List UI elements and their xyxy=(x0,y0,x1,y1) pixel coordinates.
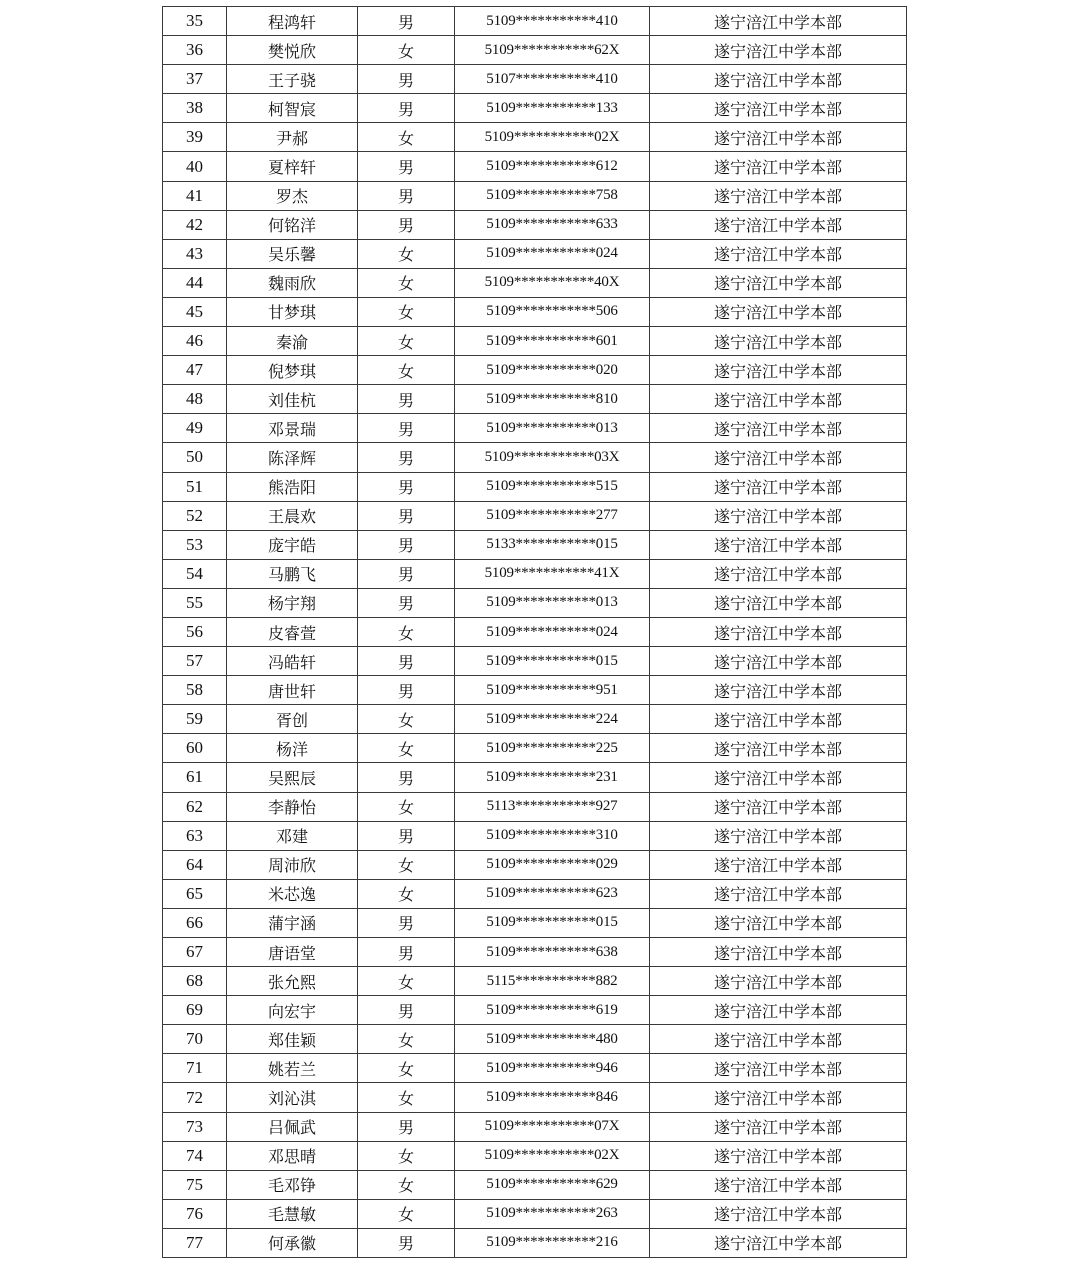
school-cell: 遂宁涪江中学本部 xyxy=(650,327,907,356)
table-row xyxy=(163,414,907,443)
school-cell: 遂宁涪江中学本部 xyxy=(650,123,907,152)
roster-body xyxy=(163,7,907,1258)
gender-cell: 女 xyxy=(358,297,455,326)
id-number-cell: 5109***********601 xyxy=(455,327,650,356)
school-cell: 遂宁涪江中学本部 xyxy=(650,1083,907,1112)
row-number-cell: 74 xyxy=(163,1141,227,1170)
table-row xyxy=(163,356,907,385)
school-cell: 遂宁涪江中学本部 xyxy=(650,734,907,763)
student-name-cell: 李静怡 xyxy=(227,792,358,821)
row-number-cell: 47 xyxy=(163,356,227,385)
student-name-cell: 甘梦琪 xyxy=(227,297,358,326)
row-number-cell: 72 xyxy=(163,1083,227,1112)
row-number-cell: 70 xyxy=(163,1025,227,1054)
id-number-cell: 5109***********410 xyxy=(455,7,650,36)
gender-cell: 男 xyxy=(358,996,455,1025)
id-number-cell: 5109***********638 xyxy=(455,938,650,967)
student-name-cell: 柯智宸 xyxy=(227,94,358,123)
gender-cell: 女 xyxy=(358,123,455,152)
student-name-cell: 熊浩阳 xyxy=(227,472,358,501)
school-cell: 遂宁涪江中学本部 xyxy=(650,239,907,268)
table-row xyxy=(163,1228,907,1257)
table-row xyxy=(163,647,907,676)
table-row xyxy=(163,181,907,210)
row-number-cell: 54 xyxy=(163,559,227,588)
table-row xyxy=(163,967,907,996)
table-row xyxy=(163,850,907,879)
school-cell: 遂宁涪江中学本部 xyxy=(650,879,907,908)
gender-cell: 女 xyxy=(358,705,455,734)
row-number-cell: 67 xyxy=(163,938,227,967)
school-cell: 遂宁涪江中学本部 xyxy=(650,356,907,385)
student-name-cell: 吴乐馨 xyxy=(227,239,358,268)
table-row xyxy=(163,36,907,65)
student-name-cell: 冯皓轩 xyxy=(227,647,358,676)
student-name-cell: 何铭洋 xyxy=(227,210,358,239)
school-cell: 遂宁涪江中学本部 xyxy=(650,94,907,123)
table-row xyxy=(163,443,907,472)
id-number-cell: 5109***********024 xyxy=(455,239,650,268)
school-cell: 遂宁涪江中学本部 xyxy=(650,908,907,937)
gender-cell: 男 xyxy=(358,472,455,501)
row-number-cell: 73 xyxy=(163,1112,227,1141)
id-number-cell: 5109***********810 xyxy=(455,385,650,414)
table-row xyxy=(163,792,907,821)
school-cell: 遂宁涪江中学本部 xyxy=(650,1112,907,1141)
row-number-cell: 36 xyxy=(163,36,227,65)
school-cell: 遂宁涪江中学本部 xyxy=(650,181,907,210)
gender-cell: 男 xyxy=(358,65,455,94)
row-number-cell: 71 xyxy=(163,1054,227,1083)
table-row xyxy=(163,152,907,181)
id-number-cell: 5109***********03X xyxy=(455,443,650,472)
id-number-cell: 5109***********020 xyxy=(455,356,650,385)
gender-cell: 男 xyxy=(358,7,455,36)
table-row xyxy=(163,268,907,297)
row-number-cell: 51 xyxy=(163,472,227,501)
row-number-cell: 42 xyxy=(163,210,227,239)
id-number-cell: 5109***********480 xyxy=(455,1025,650,1054)
row-number-cell: 68 xyxy=(163,967,227,996)
school-cell: 遂宁涪江中学本部 xyxy=(650,792,907,821)
gender-cell: 女 xyxy=(358,1054,455,1083)
school-cell: 遂宁涪江中学本部 xyxy=(650,443,907,472)
table-row xyxy=(163,559,907,588)
student-name-cell: 吕佩武 xyxy=(227,1112,358,1141)
gender-cell: 男 xyxy=(358,181,455,210)
id-number-cell: 5109***********015 xyxy=(455,908,650,937)
gender-cell: 男 xyxy=(358,588,455,617)
gender-cell: 女 xyxy=(358,850,455,879)
gender-cell: 男 xyxy=(358,152,455,181)
school-cell: 遂宁涪江中学本部 xyxy=(650,967,907,996)
table-row xyxy=(163,7,907,36)
student-name-cell: 何承徽 xyxy=(227,1228,358,1257)
student-name-cell: 毛慧敏 xyxy=(227,1199,358,1228)
id-number-cell: 5133***********015 xyxy=(455,530,650,559)
student-name-cell: 马鹏飞 xyxy=(227,559,358,588)
table-row xyxy=(163,210,907,239)
row-number-cell: 38 xyxy=(163,94,227,123)
id-number-cell: 5109***********024 xyxy=(455,617,650,646)
table-row xyxy=(163,1054,907,1083)
row-number-cell: 37 xyxy=(163,65,227,94)
gender-cell: 男 xyxy=(358,94,455,123)
table-row xyxy=(163,385,907,414)
student-name-cell: 陈泽辉 xyxy=(227,443,358,472)
student-name-cell: 杨洋 xyxy=(227,734,358,763)
school-cell: 遂宁涪江中学本部 xyxy=(650,676,907,705)
id-number-cell: 5109***********62X xyxy=(455,36,650,65)
row-number-cell: 64 xyxy=(163,850,227,879)
id-number-cell: 5109***********515 xyxy=(455,472,650,501)
row-number-cell: 66 xyxy=(163,908,227,937)
school-cell: 遂宁涪江中学本部 xyxy=(650,559,907,588)
gender-cell: 女 xyxy=(358,617,455,646)
gender-cell: 女 xyxy=(358,1025,455,1054)
table-row xyxy=(163,676,907,705)
row-number-cell: 53 xyxy=(163,530,227,559)
gender-cell: 男 xyxy=(358,763,455,792)
school-cell: 遂宁涪江中学本部 xyxy=(650,821,907,850)
gender-cell: 男 xyxy=(358,210,455,239)
row-number-cell: 43 xyxy=(163,239,227,268)
id-number-cell: 5109***********619 xyxy=(455,996,650,1025)
student-name-cell: 邓建 xyxy=(227,821,358,850)
gender-cell: 男 xyxy=(358,1112,455,1141)
row-number-cell: 65 xyxy=(163,879,227,908)
student-name-cell: 米芯逸 xyxy=(227,879,358,908)
id-number-cell: 5109***********07X xyxy=(455,1112,650,1141)
student-name-cell: 皮睿萱 xyxy=(227,617,358,646)
table-row xyxy=(163,734,907,763)
row-number-cell: 35 xyxy=(163,7,227,36)
school-cell: 遂宁涪江中学本部 xyxy=(650,1228,907,1257)
id-number-cell: 5109***********951 xyxy=(455,676,650,705)
table-row xyxy=(163,501,907,530)
row-number-cell: 60 xyxy=(163,734,227,763)
gender-cell: 男 xyxy=(358,501,455,530)
id-number-cell: 5109***********02X xyxy=(455,1141,650,1170)
school-cell: 遂宁涪江中学本部 xyxy=(650,501,907,530)
student-name-cell: 吴熙辰 xyxy=(227,763,358,792)
row-number-cell: 58 xyxy=(163,676,227,705)
table-row xyxy=(163,879,907,908)
student-roster-table xyxy=(162,6,907,1258)
gender-cell: 女 xyxy=(358,1141,455,1170)
school-cell: 遂宁涪江中学本部 xyxy=(650,705,907,734)
student-name-cell: 张允熙 xyxy=(227,967,358,996)
gender-cell: 女 xyxy=(358,36,455,65)
row-number-cell: 55 xyxy=(163,588,227,617)
student-name-cell: 倪梦琪 xyxy=(227,356,358,385)
student-name-cell: 毛邓铮 xyxy=(227,1170,358,1199)
row-number-cell: 44 xyxy=(163,268,227,297)
id-number-cell: 5109***********623 xyxy=(455,879,650,908)
row-number-cell: 57 xyxy=(163,647,227,676)
school-cell: 遂宁涪江中学本部 xyxy=(650,938,907,967)
gender-cell: 女 xyxy=(358,1083,455,1112)
school-cell: 遂宁涪江中学本部 xyxy=(650,7,907,36)
school-cell: 遂宁涪江中学本部 xyxy=(650,1170,907,1199)
gender-cell: 女 xyxy=(358,967,455,996)
id-number-cell: 5109***********310 xyxy=(455,821,650,850)
gender-cell: 女 xyxy=(358,792,455,821)
id-number-cell: 5109***********40X xyxy=(455,268,650,297)
school-cell: 遂宁涪江中学本部 xyxy=(650,588,907,617)
student-name-cell: 程鸿轩 xyxy=(227,7,358,36)
student-name-cell: 刘沁淇 xyxy=(227,1083,358,1112)
table-row xyxy=(163,1025,907,1054)
gender-cell: 女 xyxy=(358,1170,455,1199)
gender-cell: 女 xyxy=(358,879,455,908)
id-number-cell: 5109***********013 xyxy=(455,414,650,443)
row-number-cell: 45 xyxy=(163,297,227,326)
student-name-cell: 樊悦欣 xyxy=(227,36,358,65)
id-number-cell: 5109***********02X xyxy=(455,123,650,152)
school-cell: 遂宁涪江中学本部 xyxy=(650,763,907,792)
table-row xyxy=(163,239,907,268)
row-number-cell: 41 xyxy=(163,181,227,210)
id-number-cell: 5113***********927 xyxy=(455,792,650,821)
gender-cell: 女 xyxy=(358,356,455,385)
school-cell: 遂宁涪江中学本部 xyxy=(650,152,907,181)
student-name-cell: 蒲宇涵 xyxy=(227,908,358,937)
row-number-cell: 40 xyxy=(163,152,227,181)
row-number-cell: 49 xyxy=(163,414,227,443)
row-number-cell: 50 xyxy=(163,443,227,472)
student-name-cell: 向宏宇 xyxy=(227,996,358,1025)
student-name-cell: 罗杰 xyxy=(227,181,358,210)
id-number-cell: 5109***********506 xyxy=(455,297,650,326)
gender-cell: 男 xyxy=(358,414,455,443)
gender-cell: 女 xyxy=(358,239,455,268)
id-number-cell: 5109***********013 xyxy=(455,588,650,617)
table-row xyxy=(163,1141,907,1170)
gender-cell: 男 xyxy=(358,385,455,414)
table-row xyxy=(163,1170,907,1199)
school-cell: 遂宁涪江中学本部 xyxy=(650,414,907,443)
gender-cell: 女 xyxy=(358,734,455,763)
row-number-cell: 75 xyxy=(163,1170,227,1199)
school-cell: 遂宁涪江中学本部 xyxy=(650,1025,907,1054)
gender-cell: 女 xyxy=(358,268,455,297)
student-name-cell: 刘佳杭 xyxy=(227,385,358,414)
row-number-cell: 39 xyxy=(163,123,227,152)
id-number-cell: 5109***********224 xyxy=(455,705,650,734)
gender-cell: 男 xyxy=(358,530,455,559)
school-cell: 遂宁涪江中学本部 xyxy=(650,996,907,1025)
school-cell: 遂宁涪江中学本部 xyxy=(650,1199,907,1228)
student-name-cell: 魏雨欣 xyxy=(227,268,358,297)
id-number-cell: 5109***********277 xyxy=(455,501,650,530)
student-name-cell: 郑佳颖 xyxy=(227,1025,358,1054)
student-name-cell: 秦渝 xyxy=(227,327,358,356)
table-row xyxy=(163,123,907,152)
row-number-cell: 61 xyxy=(163,763,227,792)
table-row xyxy=(163,1112,907,1141)
table-row xyxy=(163,908,907,937)
row-number-cell: 59 xyxy=(163,705,227,734)
school-cell: 遂宁涪江中学本部 xyxy=(650,385,907,414)
student-name-cell: 邓思晴 xyxy=(227,1141,358,1170)
row-number-cell: 62 xyxy=(163,792,227,821)
row-number-cell: 63 xyxy=(163,821,227,850)
school-cell: 遂宁涪江中学本部 xyxy=(650,472,907,501)
student-name-cell: 尹郝 xyxy=(227,123,358,152)
gender-cell: 男 xyxy=(358,676,455,705)
table-row xyxy=(163,1199,907,1228)
id-number-cell: 5109***********015 xyxy=(455,647,650,676)
school-cell: 遂宁涪江中学本部 xyxy=(650,1141,907,1170)
row-number-cell: 76 xyxy=(163,1199,227,1228)
gender-cell: 男 xyxy=(358,443,455,472)
student-name-cell: 王晨欢 xyxy=(227,501,358,530)
row-number-cell: 69 xyxy=(163,996,227,1025)
id-number-cell: 5109***********225 xyxy=(455,734,650,763)
table-row xyxy=(163,588,907,617)
id-number-cell: 5107***********410 xyxy=(455,65,650,94)
gender-cell: 男 xyxy=(358,559,455,588)
row-number-cell: 77 xyxy=(163,1228,227,1257)
id-number-cell: 5115***********882 xyxy=(455,967,650,996)
student-name-cell: 夏梓轩 xyxy=(227,152,358,181)
table-row xyxy=(163,530,907,559)
gender-cell: 男 xyxy=(358,938,455,967)
row-number-cell: 56 xyxy=(163,617,227,646)
table-row xyxy=(163,617,907,646)
student-name-cell: 周沛欣 xyxy=(227,850,358,879)
id-number-cell: 5109***********263 xyxy=(455,1199,650,1228)
gender-cell: 男 xyxy=(358,647,455,676)
id-number-cell: 5109***********41X xyxy=(455,559,650,588)
gender-cell: 女 xyxy=(358,1199,455,1228)
id-number-cell: 5109***********612 xyxy=(455,152,650,181)
id-number-cell: 5109***********946 xyxy=(455,1054,650,1083)
table-row xyxy=(163,821,907,850)
gender-cell: 男 xyxy=(358,821,455,850)
gender-cell: 男 xyxy=(358,908,455,937)
row-number-cell: 48 xyxy=(163,385,227,414)
gender-cell: 女 xyxy=(358,327,455,356)
school-cell: 遂宁涪江中学本部 xyxy=(650,850,907,879)
gender-cell: 男 xyxy=(358,1228,455,1257)
id-number-cell: 5109***********846 xyxy=(455,1083,650,1112)
id-number-cell: 5109***********633 xyxy=(455,210,650,239)
table-row xyxy=(163,938,907,967)
id-number-cell: 5109***********029 xyxy=(455,850,650,879)
student-name-cell: 唐世轩 xyxy=(227,676,358,705)
id-number-cell: 5109***********216 xyxy=(455,1228,650,1257)
student-name-cell: 胥创 xyxy=(227,705,358,734)
school-cell: 遂宁涪江中学本部 xyxy=(650,617,907,646)
row-number-cell: 52 xyxy=(163,501,227,530)
student-name-cell: 唐语堂 xyxy=(227,938,358,967)
school-cell: 遂宁涪江中学本部 xyxy=(650,297,907,326)
school-cell: 遂宁涪江中学本部 xyxy=(650,1054,907,1083)
table-row xyxy=(163,327,907,356)
table-row xyxy=(163,65,907,94)
id-number-cell: 5109***********231 xyxy=(455,763,650,792)
row-number-cell: 46 xyxy=(163,327,227,356)
table-row xyxy=(163,705,907,734)
school-cell: 遂宁涪江中学本部 xyxy=(650,65,907,94)
id-number-cell: 5109***********133 xyxy=(455,94,650,123)
student-name-cell: 邓景瑞 xyxy=(227,414,358,443)
table-row xyxy=(163,297,907,326)
school-cell: 遂宁涪江中学本部 xyxy=(650,210,907,239)
table-row xyxy=(163,94,907,123)
student-name-cell: 庞宇皓 xyxy=(227,530,358,559)
student-name-cell: 姚若兰 xyxy=(227,1054,358,1083)
school-cell: 遂宁涪江中学本部 xyxy=(650,647,907,676)
student-name-cell: 王子骁 xyxy=(227,65,358,94)
student-name-cell: 杨宇翔 xyxy=(227,588,358,617)
table-row xyxy=(163,1083,907,1112)
table-row xyxy=(163,472,907,501)
table-row xyxy=(163,763,907,792)
school-cell: 遂宁涪江中学本部 xyxy=(650,530,907,559)
id-number-cell: 5109***********758 xyxy=(455,181,650,210)
school-cell: 遂宁涪江中学本部 xyxy=(650,36,907,65)
table-row xyxy=(163,996,907,1025)
id-number-cell: 5109***********629 xyxy=(455,1170,650,1199)
school-cell: 遂宁涪江中学本部 xyxy=(650,268,907,297)
